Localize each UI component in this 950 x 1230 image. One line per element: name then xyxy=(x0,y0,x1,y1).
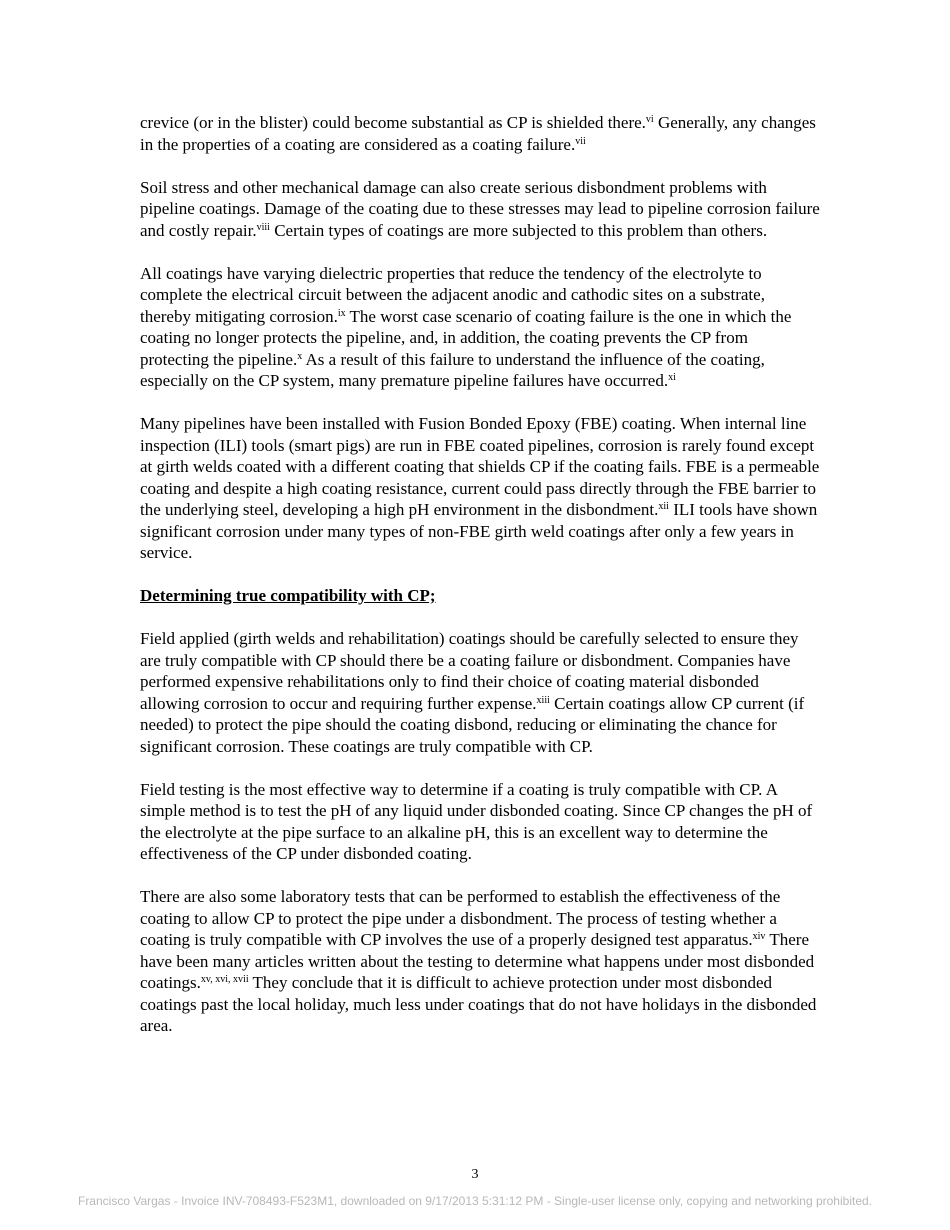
section-heading: Determining true compatibility with CP; xyxy=(140,586,436,605)
endnote-reference: xi xyxy=(668,372,676,383)
paragraph-text: Field applied (girth welds and rehabilitation) coatings should be carefully selected to ensure they are truly compatible with CP should there be a coating failure or disbondment. Companies have performed expensive rehabilitations only to find their choice of coating material disbonded allowing corrosion to occur and requiring further expense. xyxy=(140,629,799,713)
endnote-reference: xv, xvi, xvii xyxy=(200,974,249,985)
paragraph-text: All coatings have varying dielectric properties that reduce the tendency of the electrolyte to complete the electrical circuit between the adjacent anodic and cathodic sites on a substrate, thereby mitigating corrosion. xyxy=(140,263,765,326)
paragraph xyxy=(140,779,820,865)
paragraph xyxy=(140,886,820,1037)
paragraph-text: There are also some laboratory tests that can be performed to establish the effectiveness of the coating to allow CP to protect the pipe under a disbondment. The process of testing whether a coating is truly compatible with CP involves the use of a properly designed test apparatus. xyxy=(140,887,781,949)
paragraph-text: Soil stress and other mechanical damage can also create serious disbondment problems with pipeline coatings. Damage of the coating due to these stresses may lead to pipeline corrosion failure and costly repair. xyxy=(140,177,820,240)
endnote-reference: xii xyxy=(658,501,669,512)
endnote-reference: xiii xyxy=(536,694,550,706)
paragraph-text: Many pipelines have been installed with Fusion Bonded Epoxy (FBE) coating. When internal line inspection (ILI) tools (smart pigs) are run in FBE coated pipelines, corrosion is rarely found except at girth welds coated with a different coating that shields CP if the coating fails. FBE is a permeable coating and despite a high coating resistance, current could pass directly through the FBE barrier to the underlying steel, developing a high pH environment in the disbondment. xyxy=(140,414,820,519)
paragraph xyxy=(140,263,820,392)
endnote-reference: xiv xyxy=(752,931,766,942)
endnote-reference: ix xyxy=(337,307,346,319)
document-body xyxy=(140,112,820,1058)
paragraph xyxy=(140,177,820,242)
paragraph xyxy=(140,628,820,757)
paragraph-text: As a result of this failure to understand the influence of the coating, especially on the CP system, many premature pipeline failures have occurred. xyxy=(140,349,765,390)
paragraph-text: Certain types of coatings are more subjected to this problem than others. xyxy=(269,220,768,240)
paragraph-text: There have been many articles written about the testing to determine what happens under most disbonded coatings. xyxy=(140,930,815,992)
paragraph-text: Generally, any changes in the properties of a coating are considered as a coating failure. xyxy=(140,113,816,154)
paragraph xyxy=(140,112,820,155)
endnote-reference: viii xyxy=(256,221,270,233)
paragraph-text: crevice (or in the blister) could become substantial as CP is shielded there. xyxy=(140,113,646,132)
paragraph-text: Field testing is the most effective way to determine if a coating is truly compatible with CP. A simple method is to test the pH of any liquid under disbonded coating. Since CP changes the pH of the electrolyte at the pipe surface to an alkaline pH, this is an excellent way to determine the effectiveness of the CP under disbonded coating. xyxy=(140,779,813,863)
paragraph xyxy=(140,413,820,564)
endnote-reference: x xyxy=(297,350,303,362)
endnote-reference: vi xyxy=(645,114,654,125)
paragraph-text: ILI tools have shown significant corrosion under many types of non-FBE girth weld coatings after only a few years in service. xyxy=(140,500,818,562)
endnote-reference: vii xyxy=(575,135,586,147)
page-number: 3 xyxy=(471,1167,479,1182)
license-watermark: Francisco Vargas - Invoice INV-708493-F523M1, downloaded on 9/17/2013 5:31:12 PM - Single-user license only, copying and networking prohibited. xyxy=(77,1194,873,1208)
paragraph-text: They conclude that it is difficult to achieve protection under most disbonded coatings past the local holiday, much less under coatings that do not have holidays in the disbonded area. xyxy=(140,973,817,1035)
paragraph-text: Certain coatings allow CP current (if needed) to protect the pipe should the coating disbond, reducing or eliminating the chance for significant corrosion. These coatings are truly compatible with CP. xyxy=(140,693,805,756)
paragraph-text: The worst case scenario of coating failure is the one in which the coating no longer protects the pipeline, and, in addition, the coating prevents the CP from protecting the pipeline. xyxy=(140,306,792,369)
